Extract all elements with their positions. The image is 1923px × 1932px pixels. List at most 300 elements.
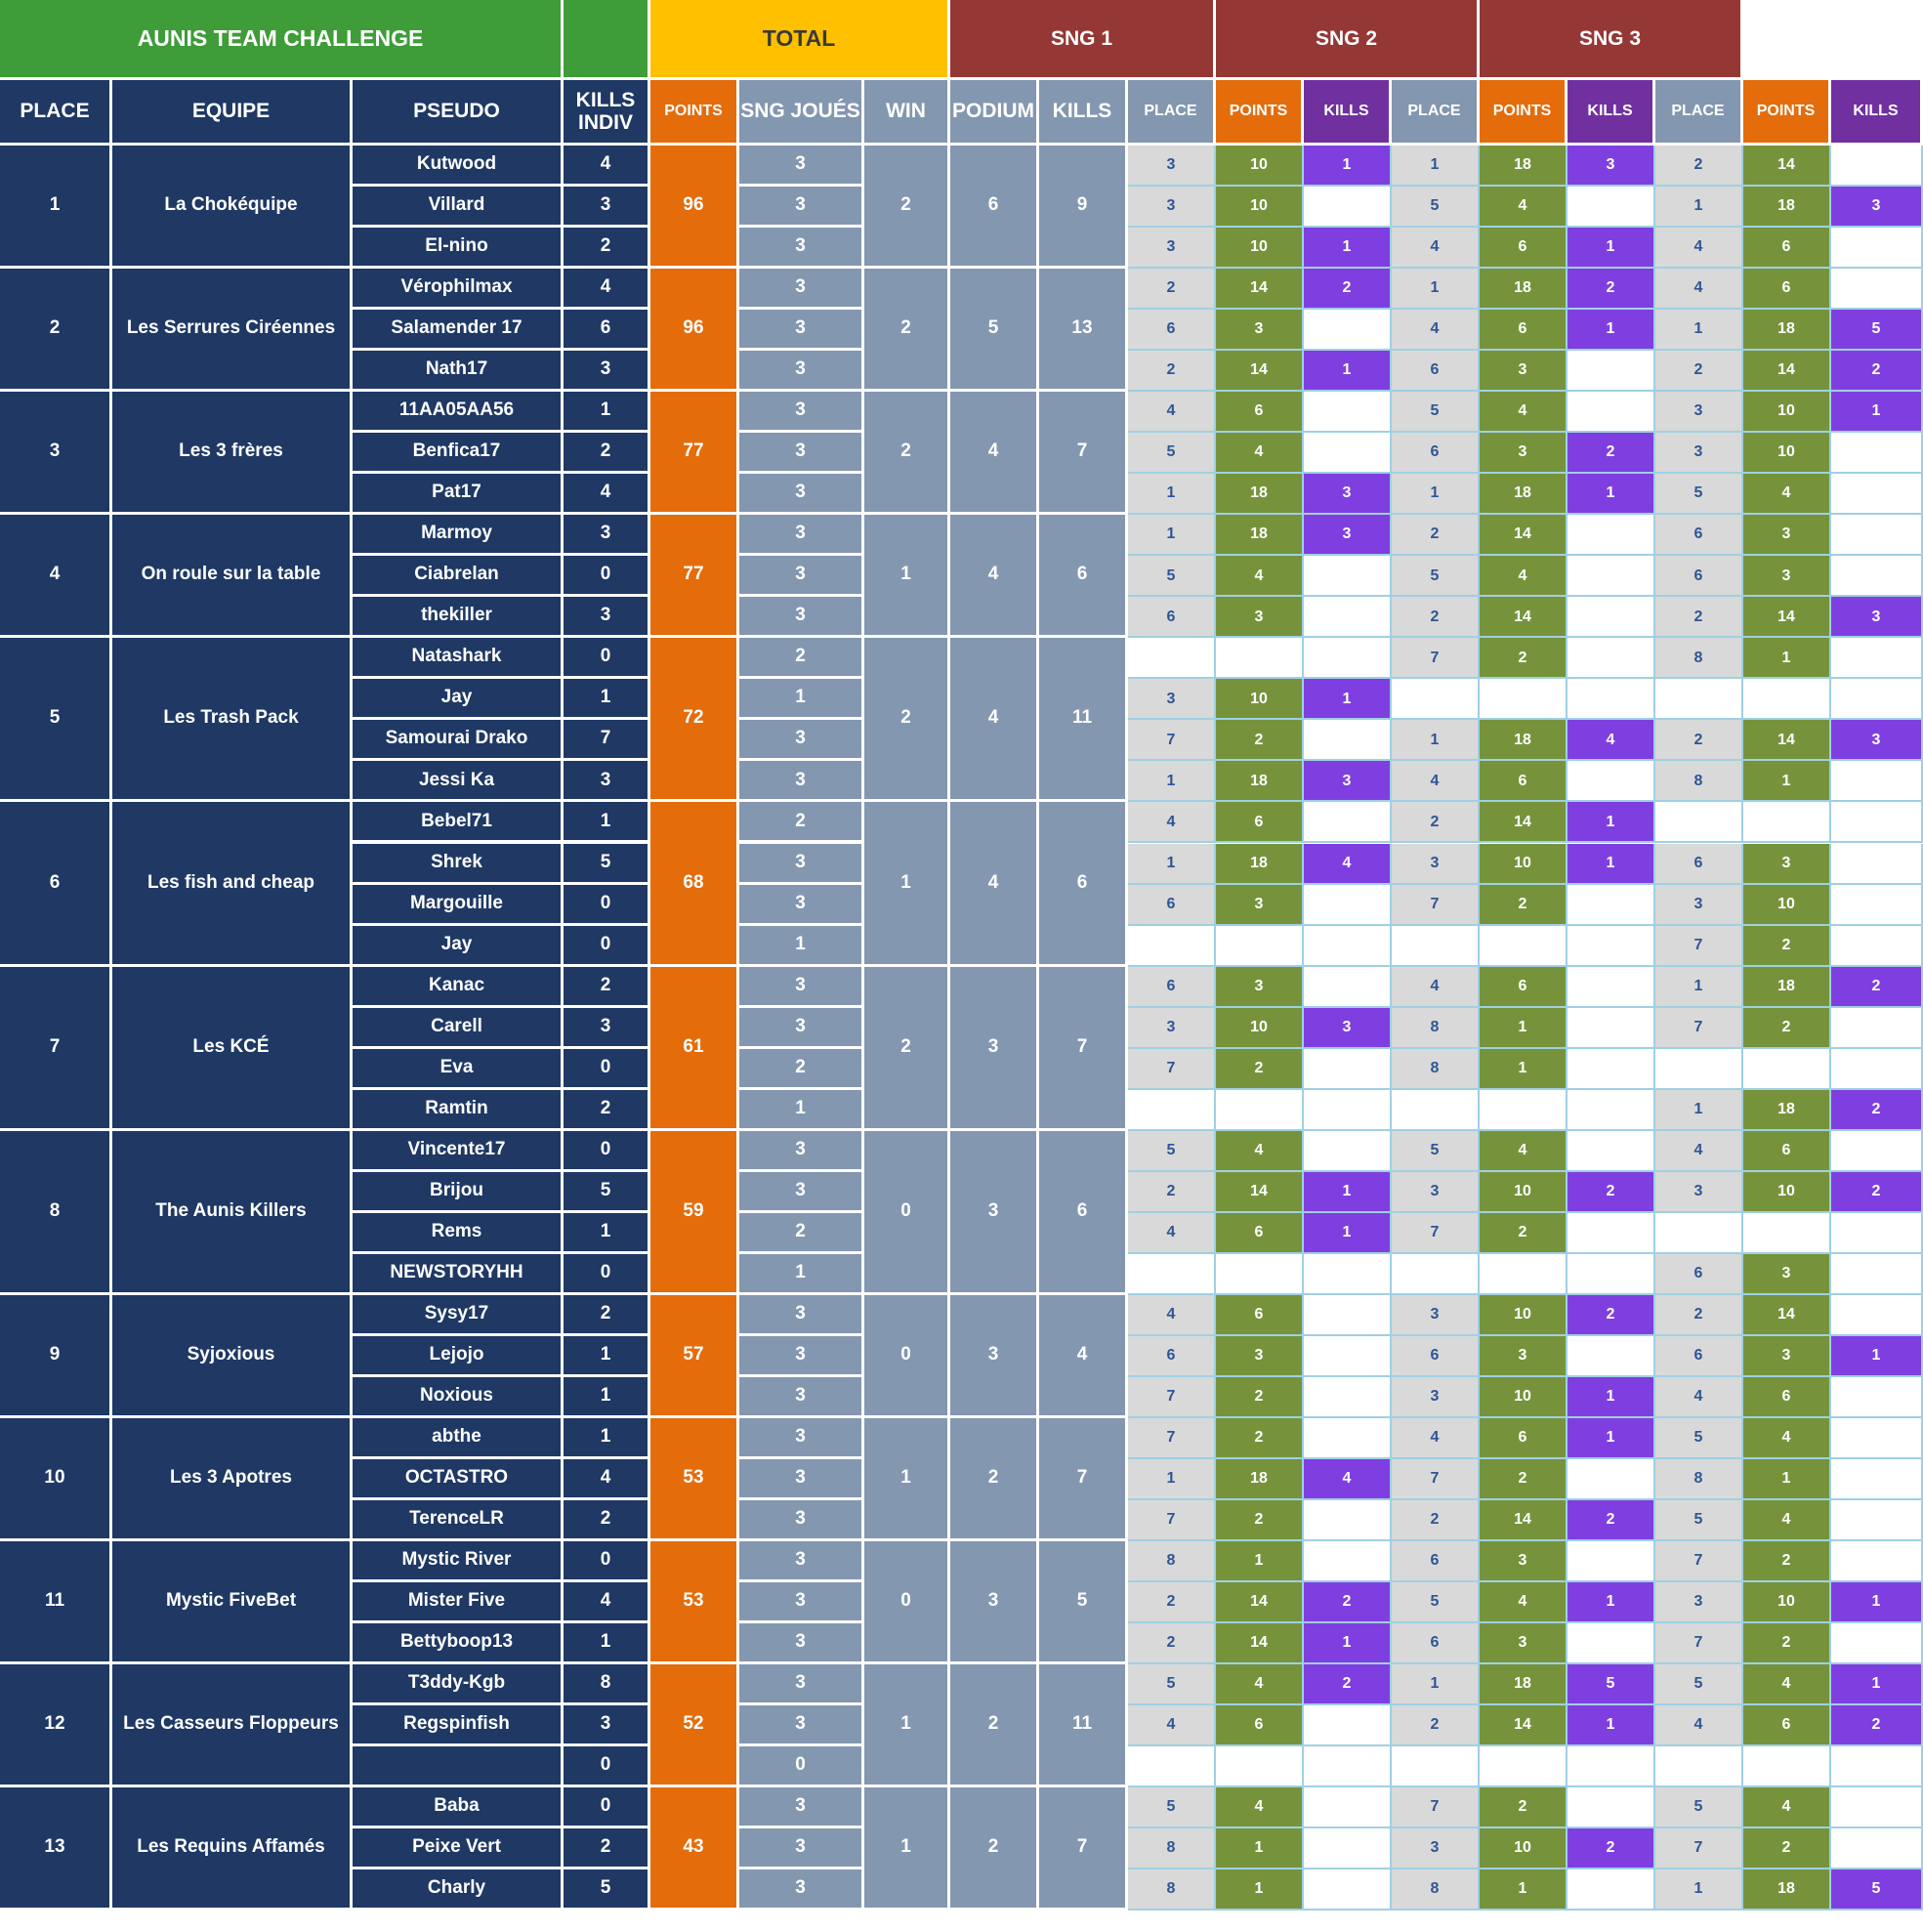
sng1-kills <box>1304 187 1392 228</box>
team-podium: 2 <box>950 1787 1039 1911</box>
team-kills: 6 <box>1039 515 1128 638</box>
player-kills-indiv: 0 <box>564 1131 650 1172</box>
team-win: 1 <box>864 1787 950 1911</box>
sng2-kills: 1 <box>1568 1705 1655 1746</box>
sng2-place: 4 <box>1392 761 1480 802</box>
team-name: Les Serrures Ciréennes <box>112 269 353 392</box>
player-sng-joues: 2 <box>739 638 864 679</box>
sng2-kills <box>1568 967 1655 1008</box>
sng1-points: 3 <box>1216 310 1304 351</box>
sng3-place: 3 <box>1655 392 1743 433</box>
sng2-kills <box>1568 761 1655 802</box>
player-pseudo: NEWSTORYHH <box>353 1254 564 1295</box>
team-podium: 4 <box>950 515 1039 638</box>
team-kills: 7 <box>1039 1418 1128 1541</box>
team-name: Les KCÉ <box>112 967 353 1131</box>
sng3-points: 6 <box>1743 228 1831 269</box>
sng3-place: 2 <box>1655 351 1743 392</box>
sng2-kills: 2 <box>1568 1828 1655 1869</box>
team-win: 0 <box>864 1295 950 1418</box>
player-kills-indiv: 1 <box>564 1623 650 1664</box>
sng1-points: 2 <box>1216 1377 1304 1418</box>
sng1-place: 1 <box>1128 515 1216 556</box>
player-kills-indiv: 2 <box>564 1828 650 1869</box>
team-place: 2 <box>0 269 112 392</box>
team-place: 6 <box>0 802 112 966</box>
player-sng-joues: 3 <box>739 1664 864 1705</box>
team-name: Les Requins Affamés <box>112 1787 353 1911</box>
sng2-header-points: POINTS <box>1480 80 1568 146</box>
sng2-place: 6 <box>1392 1623 1480 1664</box>
sng3-points: 18 <box>1743 1090 1831 1131</box>
sng1-kills: 1 <box>1304 1213 1392 1254</box>
sng3-points: 14 <box>1743 1295 1831 1336</box>
sng3-points: 14 <box>1743 146 1831 187</box>
sng1-place: 4 <box>1128 1295 1216 1336</box>
sng2-place: 8 <box>1392 1049 1480 1090</box>
player-pseudo: TerenceLR <box>353 1500 564 1541</box>
sng2-points: 10 <box>1480 1828 1568 1869</box>
sng3-place: 5 <box>1655 474 1743 515</box>
sng3-place: 3 <box>1655 1582 1743 1623</box>
sng3-place: 4 <box>1655 1377 1743 1418</box>
sng1-kills <box>1304 556 1392 597</box>
sng1-points: 2 <box>1216 1049 1304 1090</box>
sng1-place: 5 <box>1128 433 1216 474</box>
player-sng-joues: 3 <box>739 433 864 474</box>
player-kills-indiv: 3 <box>564 761 650 802</box>
sng3-place: 3 <box>1655 433 1743 474</box>
sng1-place: 3 <box>1128 146 1216 187</box>
header-points: POINTS <box>650 80 739 146</box>
sng1-kills <box>1304 720 1392 761</box>
sng2-place: 1 <box>1392 146 1480 187</box>
sng2-kills <box>1568 885 1655 926</box>
player-sng-joues: 3 <box>739 1500 864 1541</box>
sng1-kills <box>1304 433 1392 474</box>
player-sng-joues: 3 <box>739 269 864 310</box>
player-pseudo: Baba <box>353 1787 564 1828</box>
sng2-points: 18 <box>1480 146 1568 187</box>
sng2-kills: 1 <box>1568 1582 1655 1623</box>
sng1-points: 14 <box>1216 1623 1304 1664</box>
sng3-points: 3 <box>1743 844 1831 885</box>
sng2-points: 2 <box>1480 1787 1568 1828</box>
team-place: 1 <box>0 146 112 269</box>
sng2-place: 5 <box>1392 1582 1480 1623</box>
sng1-points: 3 <box>1216 885 1304 926</box>
team-name: Les Casseurs Floppeurs <box>112 1664 353 1787</box>
sng1-points: 6 <box>1216 392 1304 433</box>
sng3-place: 7 <box>1655 926 1743 967</box>
sng1-kills <box>1304 638 1392 679</box>
team-points: 59 <box>650 1131 739 1295</box>
sng3-place: 2 <box>1655 146 1743 187</box>
sng1-kills: 2 <box>1304 269 1392 310</box>
sng3-place: 5 <box>1655 1787 1743 1828</box>
sng3-place <box>1655 1213 1743 1254</box>
player-pseudo: Sysy17 <box>353 1295 564 1336</box>
sng1-kills: 3 <box>1304 515 1392 556</box>
sng1-place: 2 <box>1128 269 1216 310</box>
sng2-kills: 1 <box>1568 844 1655 885</box>
sng1-place: 7 <box>1128 720 1216 761</box>
sng2-points: 6 <box>1480 1418 1568 1459</box>
sng1-place: 2 <box>1128 351 1216 392</box>
player-kills-indiv: 0 <box>564 638 650 679</box>
sng2-place: 3 <box>1392 1377 1480 1418</box>
sng3-kills <box>1831 802 1923 843</box>
sng2-place: 5 <box>1392 556 1480 597</box>
sng3-kills: 3 <box>1831 597 1923 638</box>
sng1-place: 3 <box>1128 228 1216 269</box>
sng3-kills <box>1831 1828 1923 1869</box>
sng2-place: 1 <box>1392 720 1480 761</box>
sng2-points: 10 <box>1480 1295 1568 1336</box>
sng2-place: 3 <box>1392 1295 1480 1336</box>
team-win: 2 <box>864 269 950 392</box>
player-pseudo: Villard <box>353 187 564 228</box>
sng2-place: 4 <box>1392 228 1480 269</box>
sng2-points <box>1480 1090 1568 1131</box>
sng2-kills: 2 <box>1568 269 1655 310</box>
header-place: PLACE <box>0 80 112 146</box>
player-sng-joues: 3 <box>739 1336 864 1377</box>
sng2-place: 2 <box>1392 1705 1480 1746</box>
player-pseudo: Bettyboop13 <box>353 1623 564 1664</box>
sng2-kills: 2 <box>1568 1295 1655 1336</box>
player-pseudo: Lejojo <box>353 1336 564 1377</box>
sng1-place: 6 <box>1128 597 1216 638</box>
player-pseudo: Salamender 17 <box>353 310 564 351</box>
sng2-points: 6 <box>1480 761 1568 802</box>
sng2-points: 10 <box>1480 844 1568 885</box>
sng1-points: 3 <box>1216 1336 1304 1377</box>
sng3-kills <box>1831 1746 1923 1787</box>
sng1-kills <box>1304 1377 1392 1418</box>
sng1-place: 6 <box>1128 1336 1216 1377</box>
sng1-points: 14 <box>1216 351 1304 392</box>
sng1-kills <box>1304 1418 1392 1459</box>
sng1-header-kills: KILLS <box>1304 80 1392 146</box>
player-pseudo: Eva <box>353 1049 564 1090</box>
sng3-points: 18 <box>1743 187 1831 228</box>
team-podium: 4 <box>950 638 1039 802</box>
sng2-points: 10 <box>1480 1172 1568 1213</box>
sng2-place <box>1392 1746 1480 1787</box>
sng3-place: 4 <box>1655 1705 1743 1746</box>
sng2-place <box>1392 679 1480 720</box>
sng1-kills <box>1304 1541 1392 1582</box>
sng2-place: 1 <box>1392 474 1480 515</box>
player-sng-joues: 3 <box>739 1869 864 1911</box>
sng1-place: 6 <box>1128 885 1216 926</box>
sng2-place: 4 <box>1392 310 1480 351</box>
sng1-place: 1 <box>1128 761 1216 802</box>
sng2-points: 3 <box>1480 1336 1568 1377</box>
sng3-place: 6 <box>1655 1254 1743 1295</box>
sng1-place: 3 <box>1128 187 1216 228</box>
sng3-kills: 1 <box>1831 1664 1923 1705</box>
sng1-kills <box>1304 1295 1392 1336</box>
sng1-place: 7 <box>1128 1418 1216 1459</box>
team-name: La Chokéquipe <box>112 146 353 269</box>
player-sng-joues: 3 <box>739 720 864 761</box>
sng3-kills: 3 <box>1831 720 1923 761</box>
sng3-points: 1 <box>1743 638 1831 679</box>
sng2-kills: 1 <box>1568 1377 1655 1418</box>
player-sng-joues: 3 <box>739 844 864 885</box>
player-kills-indiv: 5 <box>564 844 650 885</box>
team-place: 9 <box>0 1295 112 1418</box>
sng2-kills <box>1568 187 1655 228</box>
sng3-points: 18 <box>1743 967 1831 1008</box>
sng1-points: 6 <box>1216 1213 1304 1254</box>
sng2-points <box>1480 679 1568 720</box>
team-name: Les 3 Apotres <box>112 1418 353 1541</box>
sng1-place: 8 <box>1128 1828 1216 1869</box>
sng2-kills <box>1568 1869 1655 1911</box>
sng1-points: 18 <box>1216 844 1304 885</box>
player-pseudo: 11AA05AA56 <box>353 392 564 433</box>
header-win: WIN <box>864 80 950 146</box>
sng3-kills: 1 <box>1831 392 1923 433</box>
sng1-place: 2 <box>1128 1172 1216 1213</box>
sng1-points: 4 <box>1216 1131 1304 1172</box>
player-sng-joues: 1 <box>739 1254 864 1295</box>
sng1-points: 14 <box>1216 1172 1304 1213</box>
sng2-place <box>1392 926 1480 967</box>
sng2-points: 1 <box>1480 1008 1568 1049</box>
sng3-points: 3 <box>1743 515 1831 556</box>
player-kills-indiv: 2 <box>564 1295 650 1336</box>
sng2-header-kills: KILLS <box>1568 80 1655 146</box>
sng1-banner: SNG 1 <box>950 0 1216 80</box>
sng2-points: 6 <box>1480 228 1568 269</box>
sng1-points: 4 <box>1216 1787 1304 1828</box>
team-podium: 3 <box>950 967 1039 1131</box>
sng2-points: 2 <box>1480 885 1568 926</box>
sng3-points: 2 <box>1743 1828 1831 1869</box>
sng3-place: 7 <box>1655 1008 1743 1049</box>
player-sng-joues: 3 <box>739 187 864 228</box>
sng2-kills: 5 <box>1568 1664 1655 1705</box>
player-kills-indiv: 1 <box>564 1418 650 1459</box>
sng2-kills <box>1568 1008 1655 1049</box>
sng1-header-place: PLACE <box>1128 80 1216 146</box>
sng3-points: 1 <box>1743 1459 1831 1500</box>
sng2-kills <box>1568 515 1655 556</box>
sng2-points: 4 <box>1480 1131 1568 1172</box>
player-sng-joues: 3 <box>739 1418 864 1459</box>
sng1-place: 4 <box>1128 1705 1216 1746</box>
sng3-points <box>1743 679 1831 720</box>
sng3-points: 6 <box>1743 1705 1831 1746</box>
sng2-place: 5 <box>1392 392 1480 433</box>
player-sng-joues: 3 <box>739 1541 864 1582</box>
sng3-place: 5 <box>1655 1500 1743 1541</box>
sng1-place <box>1128 926 1216 967</box>
player-kills-indiv: 2 <box>564 967 650 1008</box>
sng3-header-points: POINTS <box>1743 80 1831 146</box>
sng1-points: 10 <box>1216 1008 1304 1049</box>
sng2-place: 7 <box>1392 1213 1480 1254</box>
header-pseudo: PSEUDO <box>353 80 564 146</box>
player-pseudo: Jay <box>353 679 564 720</box>
sng3-kills <box>1831 474 1923 515</box>
sng1-kills: 4 <box>1304 1459 1392 1500</box>
sng3-points: 2 <box>1743 1541 1831 1582</box>
player-pseudo: Nath17 <box>353 351 564 392</box>
header-kills-indiv: KILLS INDIV <box>564 80 650 146</box>
title-banner: AUNIS TEAM CHALLENGE <box>0 0 564 80</box>
team-podium: 2 <box>950 1664 1039 1787</box>
sng3-place: 1 <box>1655 1090 1743 1131</box>
team-points: 77 <box>650 515 739 638</box>
sng3-points <box>1743 802 1831 843</box>
sng1-kills: 1 <box>1304 146 1392 187</box>
player-pseudo: Mister Five <box>353 1582 564 1623</box>
team-kills: 4 <box>1039 1295 1128 1418</box>
sng2-kills: 1 <box>1568 802 1655 843</box>
sng3-place: 8 <box>1655 1459 1743 1500</box>
sng2-points: 4 <box>1480 556 1568 597</box>
player-kills-indiv: 5 <box>564 1172 650 1213</box>
player-pseudo: Charly <box>353 1869 564 1911</box>
sng3-kills <box>1831 926 1923 967</box>
sng3-points: 10 <box>1743 433 1831 474</box>
sng2-kills: 1 <box>1568 1418 1655 1459</box>
team-name: Mystic FiveBet <box>112 1541 353 1664</box>
team-podium: 5 <box>950 269 1039 392</box>
player-sng-joues: 1 <box>739 1090 864 1131</box>
team-kills: 6 <box>1039 802 1128 966</box>
team-win: 2 <box>864 638 950 802</box>
sng1-points <box>1216 1254 1304 1295</box>
sng1-kills: 3 <box>1304 1008 1392 1049</box>
sng3-kills <box>1831 1459 1923 1500</box>
sng2-kills <box>1568 679 1655 720</box>
player-sng-joues: 3 <box>739 474 864 515</box>
sng1-kills <box>1304 1705 1392 1746</box>
header-kills: KILLS <box>1039 80 1128 146</box>
team-place: 3 <box>0 392 112 515</box>
sng3-kills <box>1831 515 1923 556</box>
sng3-points: 14 <box>1743 597 1831 638</box>
sng3-points: 4 <box>1743 1418 1831 1459</box>
player-kills-indiv: 4 <box>564 1582 650 1623</box>
team-points: 53 <box>650 1418 739 1541</box>
sng3-kills <box>1831 1049 1923 1090</box>
player-kills-indiv: 6 <box>564 310 650 351</box>
sng2-kills <box>1568 392 1655 433</box>
sng2-kills: 2 <box>1568 1172 1655 1213</box>
team-kills: 6 <box>1039 1131 1128 1295</box>
player-pseudo: Kutwood <box>353 146 564 187</box>
sng2-place: 8 <box>1392 1869 1480 1911</box>
team-kills: 7 <box>1039 1787 1128 1911</box>
sng2-place: 5 <box>1392 187 1480 228</box>
sng1-points: 18 <box>1216 474 1304 515</box>
sng3-kills: 2 <box>1831 967 1923 1008</box>
player-kills-indiv: 0 <box>564 1049 650 1090</box>
sng2-place: 6 <box>1392 1336 1480 1377</box>
sng3-kills <box>1831 433 1923 474</box>
sng1-points: 2 <box>1216 1500 1304 1541</box>
sng2-kills <box>1568 1213 1655 1254</box>
sng2-header-place: PLACE <box>1392 80 1480 146</box>
sng2-kills <box>1568 1787 1655 1828</box>
player-sng-joues: 3 <box>739 967 864 1008</box>
sng2-kills <box>1568 926 1655 967</box>
player-kills-indiv: 0 <box>564 1746 650 1787</box>
sng1-place: 8 <box>1128 1869 1216 1911</box>
sng1-points: 18 <box>1216 515 1304 556</box>
sng2-kills <box>1568 1541 1655 1582</box>
sng1-points: 10 <box>1216 146 1304 187</box>
sng2-place: 4 <box>1392 967 1480 1008</box>
sng3-kills <box>1831 1254 1923 1295</box>
team-win: 1 <box>864 515 950 638</box>
player-sng-joues: 3 <box>739 392 864 433</box>
player-pseudo: Natashark <box>353 638 564 679</box>
sng3-points: 4 <box>1743 474 1831 515</box>
sng2-place: 5 <box>1392 1131 1480 1172</box>
sng1-points: 10 <box>1216 187 1304 228</box>
sng3-points: 6 <box>1743 1131 1831 1172</box>
sng3-place: 6 <box>1655 515 1743 556</box>
player-kills-indiv: 1 <box>564 392 650 433</box>
team-place: 4 <box>0 515 112 638</box>
sng3-points: 3 <box>1743 1336 1831 1377</box>
sng3-kills: 1 <box>1831 1582 1923 1623</box>
sng3-kills <box>1831 1623 1923 1664</box>
sng2-kills <box>1568 1336 1655 1377</box>
sng2-place: 2 <box>1392 515 1480 556</box>
team-podium: 3 <box>950 1131 1039 1295</box>
sng2-banner: SNG 2 <box>1216 0 1480 80</box>
player-sng-joues: 0 <box>739 1746 864 1787</box>
sng1-kills <box>1304 1049 1392 1090</box>
sng2-points: 14 <box>1480 515 1568 556</box>
player-sng-joues: 1 <box>739 926 864 967</box>
sng2-kills <box>1568 1623 1655 1664</box>
team-kills: 11 <box>1039 638 1128 802</box>
player-pseudo: T3ddy-Kgb <box>353 1664 564 1705</box>
sng1-place: 5 <box>1128 1787 1216 1828</box>
sng3-kills <box>1831 1787 1923 1828</box>
sng3-place: 1 <box>1655 187 1743 228</box>
player-pseudo: Benfica17 <box>353 433 564 474</box>
player-kills-indiv: 4 <box>564 1459 650 1500</box>
sng3-points <box>1743 1746 1831 1787</box>
sng2-points: 3 <box>1480 433 1568 474</box>
sng3-points: 3 <box>1743 556 1831 597</box>
sng1-kills: 1 <box>1304 351 1392 392</box>
sng2-kills: 4 <box>1568 720 1655 761</box>
sng3-place: 7 <box>1655 1541 1743 1582</box>
sng1-points: 6 <box>1216 1705 1304 1746</box>
sng1-points: 2 <box>1216 1418 1304 1459</box>
sng3-kills: 5 <box>1831 310 1923 351</box>
player-pseudo: Regspinfish <box>353 1705 564 1746</box>
player-kills-indiv: 1 <box>564 1377 650 1418</box>
sng2-points: 2 <box>1480 638 1568 679</box>
sng3-kills: 2 <box>1831 351 1923 392</box>
player-kills-indiv: 1 <box>564 1213 650 1254</box>
player-pseudo: Marmoy <box>353 515 564 556</box>
player-sng-joues: 2 <box>739 1213 864 1254</box>
